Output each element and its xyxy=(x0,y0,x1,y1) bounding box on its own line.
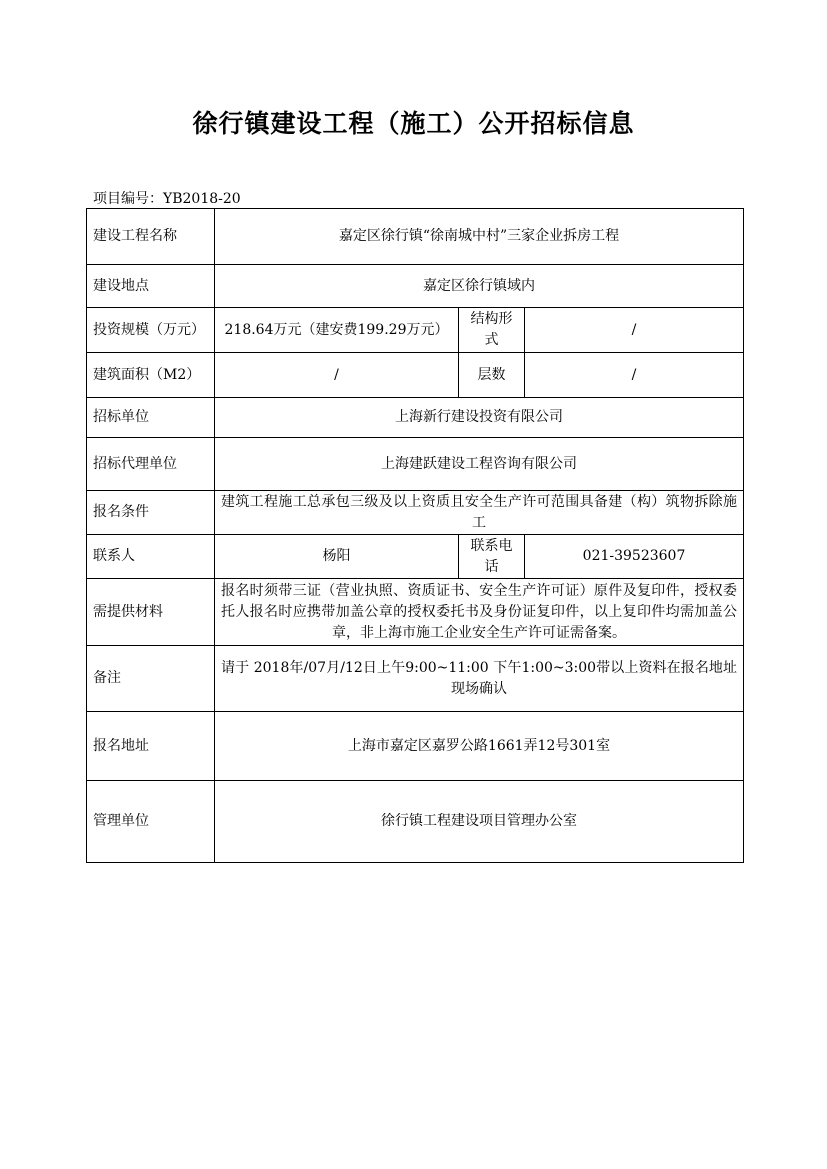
table-row-remarks xyxy=(87,646,744,712)
investment-label: 投资规模（万元） xyxy=(87,308,215,353)
table-row-requirements xyxy=(87,491,744,535)
tenderer-value: 上海新行建设投资有限公司 xyxy=(215,398,744,438)
table-row-investment xyxy=(87,308,744,353)
agent-label: 招标代理单位 xyxy=(87,438,215,491)
tender-info-table xyxy=(86,208,744,863)
address-label: 报名地址 xyxy=(87,712,215,781)
manager-value: 徐行镇工程建设项目管理办公室 xyxy=(215,781,744,863)
project-name-label: 建设工程名称 xyxy=(87,209,215,265)
area-value: / xyxy=(215,353,459,398)
table-row-materials xyxy=(87,579,744,646)
phone-label: 联系电话 xyxy=(459,535,525,579)
tenderer-label: 招标单位 xyxy=(87,398,215,438)
table-row-tenderer xyxy=(87,398,744,438)
floors-value: / xyxy=(525,353,744,398)
document-title: 徐行镇建设工程（施工）公开招标信息 xyxy=(192,109,635,138)
materials-label: 需提供材料 xyxy=(87,579,215,646)
manager-label: 管理单位 xyxy=(87,781,215,863)
table-row-area xyxy=(87,353,744,398)
location-label: 建设地点 xyxy=(87,265,215,308)
table-row-manager xyxy=(87,781,744,863)
contact-label: 联系人 xyxy=(87,535,215,579)
floors-label: 层数 xyxy=(459,353,525,398)
structure-type-value: / xyxy=(525,308,744,353)
project-number: 项目编号：YB2018-20 xyxy=(93,191,241,207)
remarks-value: 请于 2018年/07月/12日上午9:00~11:00 下午1:00~3:00带以上资料在报名地址现场确认 xyxy=(215,646,744,712)
table-row-agent xyxy=(87,438,744,491)
project-name-value: 嘉定区徐行镇“徐南城中村”三家企业拆房工程 xyxy=(215,209,744,265)
table-row-location xyxy=(87,265,744,308)
contact-value: 杨阳 xyxy=(215,535,459,579)
requirements-label: 报名条件 xyxy=(87,491,215,535)
address-value: 上海市嘉定区嘉罗公路1661弄12号301室 xyxy=(215,712,744,781)
structure-type-label: 结构形式 xyxy=(459,308,525,353)
materials-value: 报名时须带三证（营业执照、资质证书、安全生产许可证）原件及复印件，授权委托人报名时应携带加盖公章的授权委托书及身份证复印件，以上复印件均需加盖公章，非上海市施工企业安全生产许可证需备案。 xyxy=(215,579,744,646)
phone-value: 021-39523607 xyxy=(525,535,744,579)
requirements-value: 建筑工程施工总承包三级及以上资质且安全生产许可范围具备建（构）筑物拆除施工 xyxy=(215,491,744,535)
table-row-contact xyxy=(87,535,744,579)
table-row-address xyxy=(87,712,744,781)
investment-value: 218.64万元（建安费199.29万元） xyxy=(215,308,459,353)
agent-value: 上海建跃建设工程咨询有限公司 xyxy=(215,438,744,491)
area-label: 建筑面积（M2） xyxy=(87,353,215,398)
table-row-project-name xyxy=(87,209,744,265)
location-value: 嘉定区徐行镇域内 xyxy=(215,265,744,308)
remarks-label: 备注 xyxy=(87,646,215,712)
